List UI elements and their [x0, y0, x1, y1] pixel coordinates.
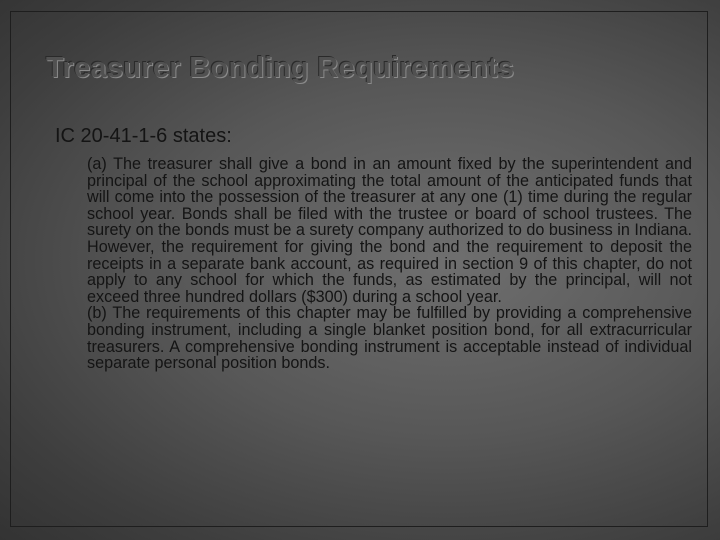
paragraph-b: (b) The requirements of this chapter may be fulfilled by providing a comprehensive bonding instrument, including a single blanket position bond, for all extracurricular treasurers. A comprehensive bonding instrument is acceptable instead of individual separate personal position bonds.: [87, 304, 692, 373]
slide-title: Treasurer Bonding Requirements: [46, 52, 515, 84]
statute-citation: IC 20-41-1-6 states:: [55, 125, 232, 147]
paragraph-a: (a) The treasurer shall give a bond in an amount fixed by the superintendent and principal of the school approximating the total amount of the anticipated funds that will come into the possession of the treasurer at any one (1) time during the regular school year. Bonds shall be filed with the trustee or board of school trustees. The surety on the bonds must be a surety company authorized to do business in Indiana. However, the requirement for giving the bond and the requirement to deposit the receipts in a separate bank account, as required in section 9 of this chapter, do not apply to any school for which the funds, as estimated by the principal, will not exceed three hundred dollars ($300) during a school year.: [87, 155, 692, 306]
slide-body: [55, 124, 695, 372]
